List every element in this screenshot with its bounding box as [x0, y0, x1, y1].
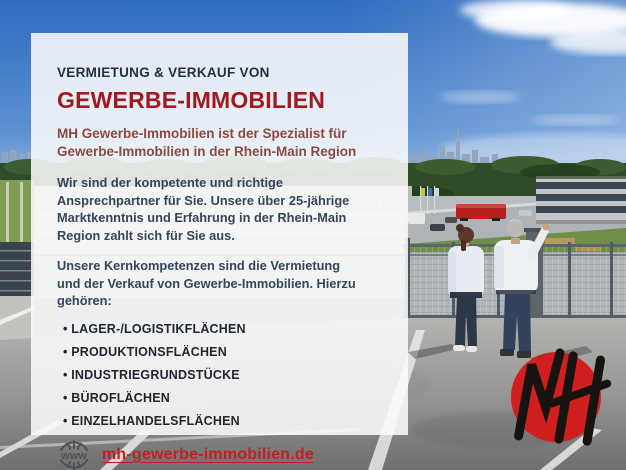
website-link[interactable]: mh-gewerbe-immobilien.de [102, 445, 314, 463]
walkway [0, 296, 34, 342]
info-card [31, 33, 408, 463]
list-item: • INDUSTRIEGRUNDSTÜCKE [63, 369, 364, 382]
website-row [57, 438, 364, 470]
competence-list [57, 323, 364, 428]
competences-paragraph: Unsere Kernkompetenzen sind die Vermietung und der Verkauf von Gewerbe-Immobilien. Hierzu gehören: [57, 258, 356, 309]
man-head [507, 221, 524, 238]
solar-panels [0, 242, 34, 296]
list-item: • LAGER-/LOGISTIKFLÄCHEN [63, 323, 364, 336]
list-item: • PRODUKTIONSFLÄCHEN [63, 346, 364, 359]
kicker-title: VERMIETUNG & VERKAUF VON [57, 65, 270, 80]
subtitle: MH Gewerbe-Immobilien ist der Spezialist für Gewerbe-Immobilien in der Rhein-Main Region [57, 126, 357, 159]
office-building [536, 176, 626, 224]
list-item: • BÜROFLÄCHEN [63, 392, 364, 405]
mh-logo-icon [504, 341, 614, 453]
delivery-truck [456, 204, 506, 221]
www-globe-icon [57, 438, 91, 470]
green-roof [0, 180, 34, 242]
page-title: GEWERBE-IMMOBILIEN [57, 87, 326, 113]
list-item: • EINZELHANDELSFLÄCHEN [63, 415, 364, 428]
company-logo [504, 341, 614, 453]
svg-text:www: www [61, 449, 87, 462]
intro-paragraph: Wir sind der kompetente und richtige Ansprechpartner für Sie. Unsere über 25-jährige Marktkenntnis und Erfahrung in der Rhein-Main Region zahlt sich für Sie aus. [57, 175, 350, 243]
